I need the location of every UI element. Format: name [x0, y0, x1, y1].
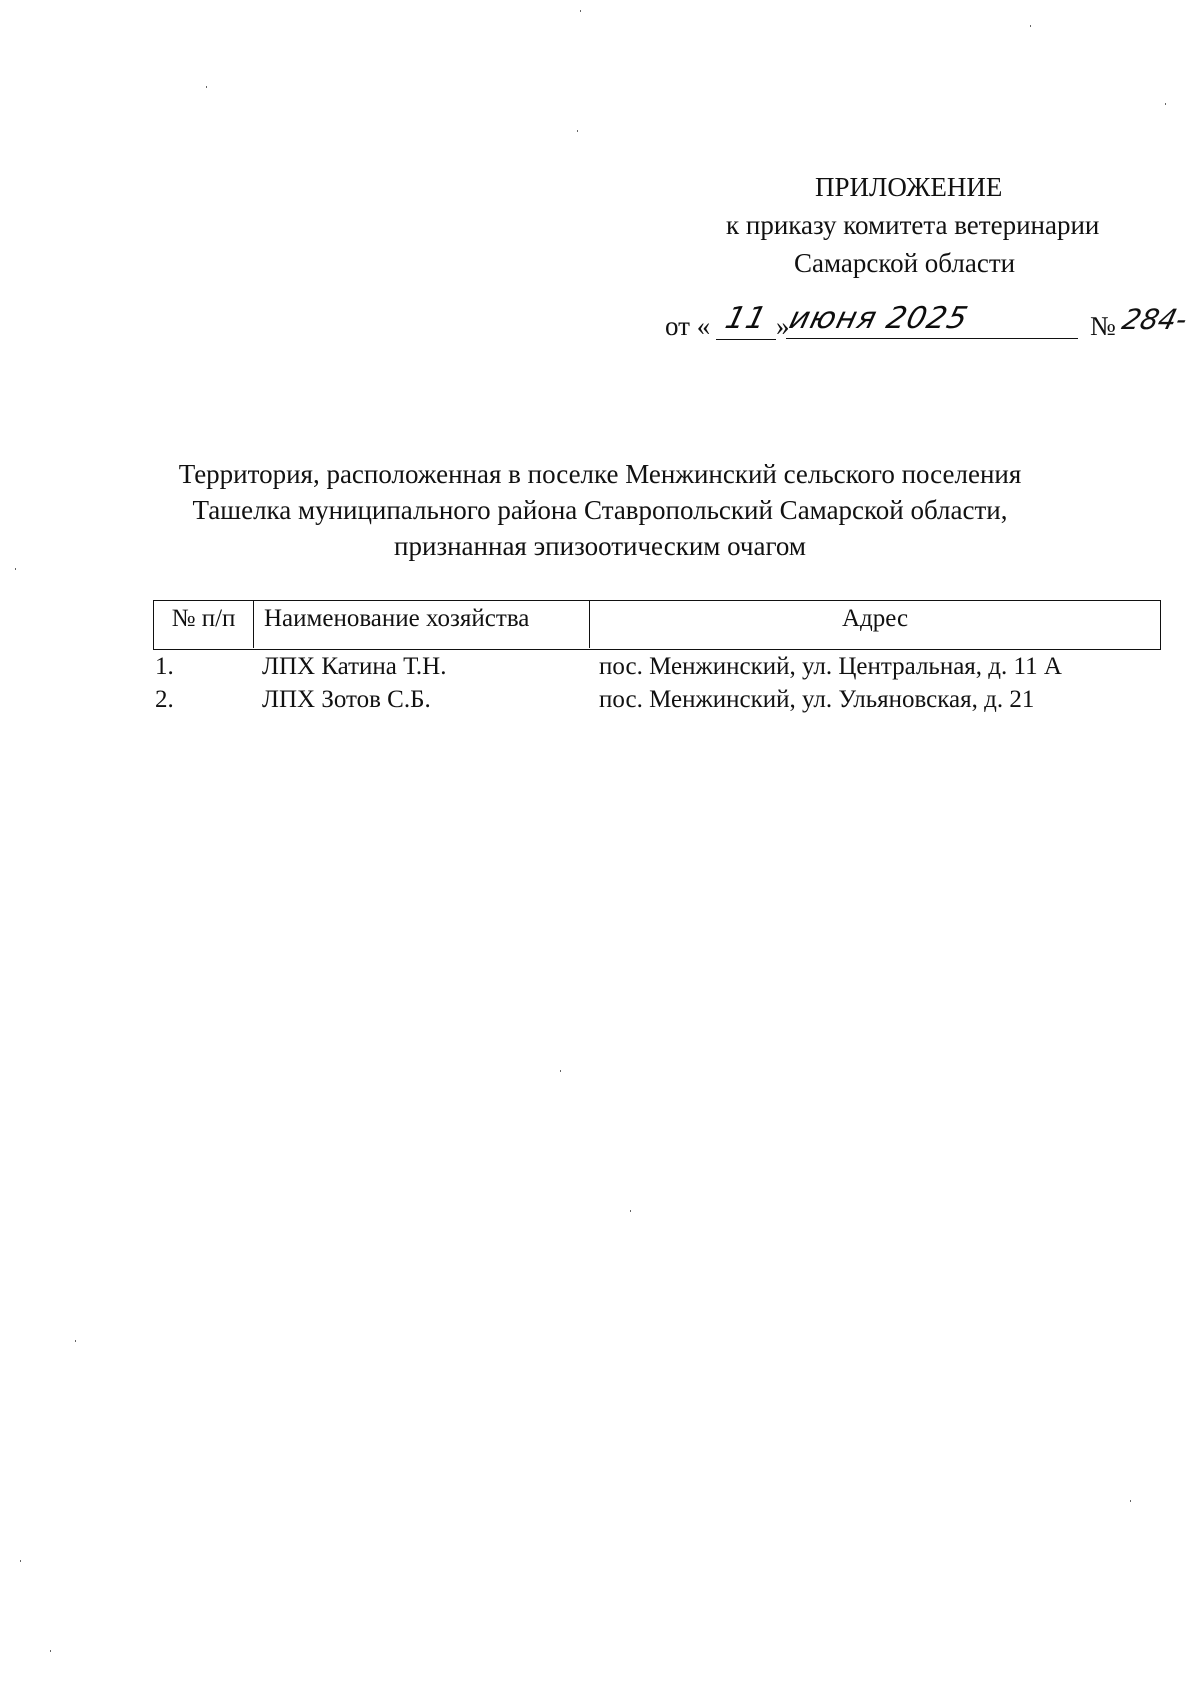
- scan-speck: [630, 1210, 631, 1212]
- row-number: 2.: [155, 686, 174, 713]
- date-prefix: от «: [665, 311, 711, 341]
- table-header: [153, 600, 1161, 650]
- scan-speck: [206, 86, 207, 88]
- number-label: №: [1090, 311, 1116, 341]
- table-row: [153, 683, 1161, 716]
- handwritten-order-number: 284-: [1118, 303, 1191, 336]
- row-farm-name: ЛПХ Катина Т.Н.: [262, 653, 447, 680]
- row-farm-name: ЛПХ Зотов С.Б.: [262, 686, 431, 713]
- row-number: 1.: [155, 653, 174, 680]
- appendix-region-line: Самарской области: [794, 248, 1016, 278]
- title-line-2: Ташелка муниципального района Ставропольский Самарской области,: [192, 495, 1008, 525]
- scan-speck: [75, 1340, 76, 1342]
- scan-speck: [1165, 103, 1166, 105]
- month-year-value: июня 2025: [785, 301, 972, 336]
- handwritten-month-year: [786, 303, 1078, 339]
- appendix-order-line: к приказу комитета ветеринарии: [726, 210, 1100, 240]
- day-value: 11: [721, 301, 771, 336]
- scan-speck: [20, 1560, 21, 1562]
- row-address: пос. Менжинский, ул. Ульяновская, д. 21: [599, 686, 1035, 713]
- header-address: Адрес: [841, 605, 909, 632]
- scan-speck: [580, 10, 581, 12]
- row-address: пос. Менжинский, ул. Центральная, д. 11 А: [599, 653, 1062, 680]
- header-farm-name: Наименование хозяйства: [253, 601, 590, 648]
- header-number: № п/п: [154, 601, 254, 648]
- scan-speck: [15, 568, 16, 570]
- scan-speck: [577, 130, 578, 132]
- appendix-heading: ПРИЛОЖЕНИЕ: [815, 172, 1003, 202]
- scan-speck: [1030, 25, 1031, 27]
- table-row: [153, 650, 1161, 683]
- scan-speck: [1130, 1500, 1131, 1502]
- farms-table: [153, 600, 1161, 716]
- scan-speck: [50, 1650, 51, 1652]
- scan-speck: [560, 1070, 561, 1072]
- handwritten-day: [716, 303, 776, 340]
- title-line-3: признанная эпизоотическим очагом: [394, 531, 806, 561]
- date-closing-quote: »: [776, 311, 790, 341]
- title-line-1: Территория, расположенная в поселке Менжинский сельского поселения: [178, 459, 1022, 489]
- document-title: [100, 456, 1100, 564]
